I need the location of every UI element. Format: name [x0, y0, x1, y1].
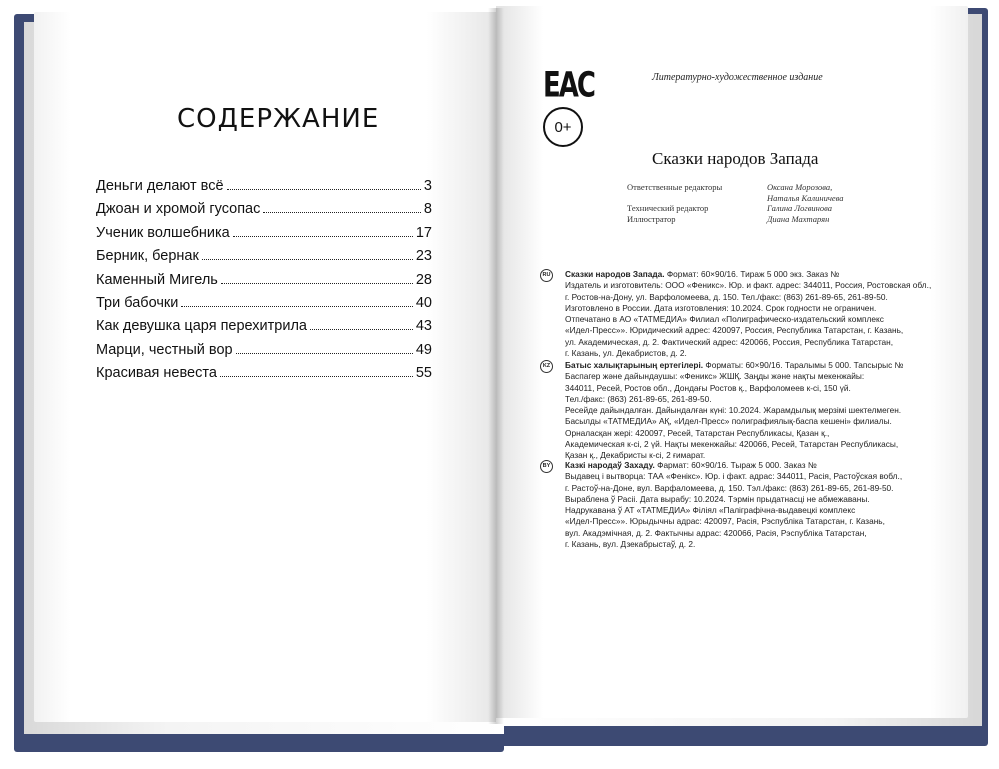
credit-name: Оксана Морозова,: [767, 182, 833, 192]
imprint-line: [565, 360, 903, 371]
toc-entry-title: Джоан и хромой гусопас: [96, 201, 261, 218]
imprint-line: 344011, Ресей, Ростов обл., Дондағы Ростов қ., Варфоломеев к-сі, 150 үй.: [565, 382, 851, 393]
toc-entry[interactable]: [96, 295, 432, 318]
imprint-line: Ресейде дайындалған. Дайындалған күні: 10.2024. Жарамдылық мерзімі шектелмеген.: [565, 405, 902, 416]
dot-leader: [310, 328, 413, 330]
eac-mark-text: EAC: [543, 65, 594, 107]
imprint-line: г. Растоў-на-Доне, вул. Варфаломеева, д. 150. Тэл./факс: (863) 261-89-65, 261-89-50.: [565, 482, 894, 493]
toc-entry[interactable]: [96, 318, 432, 341]
imprint-lines: [565, 360, 903, 462]
table-of-contents: [96, 178, 432, 389]
toc-entry[interactable]: [96, 201, 432, 224]
language-badge-by: BY: [540, 460, 553, 473]
age-rating-text: 0+: [554, 118, 572, 136]
toc-entry-page: 49: [415, 341, 432, 358]
imprint-line: Отпечатано в АО «ТАТМЕДИА» Филиал «Полиграфическо-издательский комплекс: [565, 314, 884, 325]
toc-entry-title: Марци, честный вор: [96, 341, 233, 358]
imprint-text: Фармат: 60×90/16. Тыраж 5 000. Заказ №: [654, 460, 817, 470]
imprint-lines: [565, 269, 931, 359]
toc-heading: СОДЕРЖАНИЕ: [177, 104, 380, 134]
toc-entry-title: Красивая невеста: [96, 365, 217, 382]
imprint-line: «Идел-Пресс»». Юридический адрес: 420097, Россия, Республика Татарстан, г. Казань,: [565, 325, 904, 336]
toc-entry-title: Ученик волшебника: [96, 224, 230, 241]
imprint-line: Выдавец і вытворца: ТАА «Фенікс». Юр. і факт. адрас: 344011, Расія, Растоўская вобл.,: [565, 471, 903, 482]
imprint-line: «Идел-Пресс»». Юрыдычны адрас: 420097, Расія, Рэспубліка Татарстан, г. Казань,: [565, 516, 885, 527]
imprint-line: Баспагер және дайындаушы: «Феникс» ЖШҚ. Заңды және нақты мекенжайы:: [565, 371, 865, 382]
imprint-line: Издатель и изготовитель: ООО «Феникс». Юр. и факт. адрес: 344011, Россия, Ростовская обл.,: [565, 280, 932, 291]
book-gutter: [488, 8, 504, 724]
genre-line: Литературно-художественное издание: [652, 72, 823, 83]
dot-leader: [220, 375, 413, 377]
credit-role: Технический редактор: [627, 203, 709, 213]
imprint-line: Басылды «ТАТМЕДИА» АҚ, «Идел-Пресс» полиграфиялық-баспа кешені» филиалы.: [565, 416, 892, 427]
imprint-line: г. Казань, вул. Дзекабрыстаў, д. 2.: [565, 539, 696, 550]
imprint-lead: Казкі народаў Захаду.: [565, 460, 655, 470]
toc-entry[interactable]: [96, 248, 432, 271]
toc-entry-page: 17: [415, 224, 432, 241]
toc-entry-title: Каменный Мигель: [96, 271, 218, 288]
toc-entry-title: Три бабочки: [96, 294, 179, 311]
imprint-line: вул. Акадэмічная, д. 2. Фактычны адрас: 420066, Расія, Рэспубліка Татарстан,: [565, 527, 867, 538]
toc-entry-page: 3: [423, 178, 432, 194]
toc-entry-page: 23: [415, 248, 432, 265]
imprint-line: [565, 460, 902, 471]
imprint-line: Қазан қ., Декабристы к-сі, 2 ғимарат.: [565, 450, 706, 461]
imprint-line: г. Ростов-на-Дону, ул. Варфоломеева, д. 150. Тел./факс: (863) 261-89-65, 261-89-50.: [565, 291, 888, 302]
toc-entry[interactable]: [96, 225, 432, 248]
imprint-lead: Сказки народов Запада.: [565, 269, 665, 279]
dot-leader: [236, 352, 413, 354]
toc-entry-page: 28: [415, 271, 432, 288]
imprint-line: Выраблена ў Расіі. Дата вырабу: 10.2024. Тэрмін прыдатнасці не абмежаваны.: [565, 493, 870, 504]
dot-leader: [263, 211, 421, 213]
credit-role: Ответственные редакторы: [627, 182, 723, 192]
dot-leader: [202, 258, 413, 260]
dot-leader: [181, 305, 413, 307]
dot-leader: [233, 235, 413, 237]
language-badge-kz: KZ: [540, 360, 553, 373]
imprint-lines: [565, 460, 902, 550]
toc-entry-page: 40: [415, 294, 432, 311]
book-title: Сказки народов Запада: [652, 149, 819, 168]
imprint-line: ул. Академическая, д. 2. Фактический адрес: 420066, Россия, Республика Татарстан,: [565, 336, 894, 347]
imprint-line: Орналасқан жері: 420097, Ресей, Татарстан Республикасы, Қазан қ.,: [565, 427, 830, 438]
toc-entry[interactable]: [96, 272, 432, 295]
imprint-line: Тел./факс: (863) 261-89-65, 261-89-50.: [565, 393, 712, 404]
dot-leader: [221, 282, 413, 284]
imprint-line: Надрукавана ў АТ «ТАТМЕДИА» Філіял «Паліграфічна-выдавецкі комплекс: [565, 505, 856, 516]
toc-entry-title: Деньги делают всё: [96, 178, 224, 194]
imprint-text: Формат: 60×90/16. Тираж 5 000 экз. Заказ №: [664, 269, 840, 279]
credit-name: Наталья Калиничева: [767, 192, 844, 203]
credit-name: Диана Махтарян: [767, 213, 830, 224]
imprint-line: [565, 269, 931, 280]
toc-entry-title: Берник, бернак: [96, 248, 199, 265]
imprint-line: Изготовлено в России. Дата изготовления: 10.2024. Срок годности не ограничен.: [565, 302, 877, 313]
toc-entry[interactable]: [96, 342, 432, 365]
toc-entry-page: 8: [423, 201, 432, 218]
imprint-line: Академическая к-сі, 2 үй. Нақты мекенжайы: 420066, Ресей, Татарстан Республикасы,: [565, 439, 899, 450]
dot-leader: [227, 188, 421, 190]
language-badge-ru: RU: [540, 269, 553, 282]
toc-entry-page: 43: [415, 318, 432, 335]
imprint-line: г. Казань, ул. Декабристов, д. 2.: [565, 348, 687, 359]
toc-entry[interactable]: [96, 178, 432, 201]
toc-entry[interactable]: [96, 365, 432, 388]
toc-entry-title: Как девушка царя перехитрила: [96, 318, 307, 335]
credit-role: Иллюстратор: [627, 213, 676, 224]
eac-certification-mark: [543, 65, 594, 107]
age-rating-badge: [543, 107, 583, 147]
credit-name: Галина Логвинова: [767, 203, 833, 213]
imprint-text: Форматы: 60×90/16. Таралымы 5 000. Тапсырыс №: [703, 360, 904, 370]
toc-entry-page: 55: [415, 365, 432, 382]
imprint-lead: Батыс халықтарының ертегілері.: [565, 360, 704, 370]
